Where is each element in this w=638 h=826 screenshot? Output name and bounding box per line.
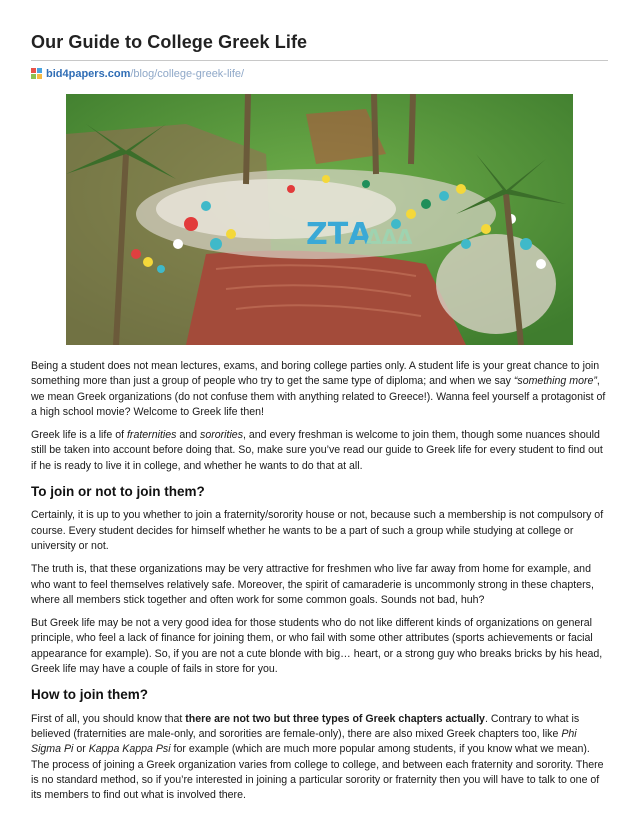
- title-divider: [31, 60, 608, 61]
- source-domain[interactable]: bid4papers.com: [46, 67, 131, 80]
- document: [31, 32, 608, 811]
- balloon-letters: ΖΤΑ: [306, 217, 372, 252]
- favicon-grid-icon: [31, 68, 42, 79]
- section-heading-how-to-join: How to join them?: [31, 687, 148, 703]
- paragraph: But Greek life may be not a very good idea for those students who do not like different kinds of organizations on general principle, who feel a lack of finance for joining them, or who fail with some other attributes (sports achievements or facial appearance for example). So, if you are not a cute blonde with big… heart, or a strong guy who breaks bricks by his head, Greek life may have a couple of fails in store for you.: [31, 617, 603, 676]
- paragraph: Greek life is a life of fraternities and sororities, and every freshman is welcome to join them, though some nuances should still be taken into account before doing that. So, make sure you’ve read our guide to Greek life for every student to find out if he is ready to live it in college, and whether he wants to do that at all.: [31, 429, 603, 472]
- paragraph: Certainly, it is up to you whether to join a fraternity/sorority house or not, because such a membership is not compulsory of course. Every student decides for himself whether he wants to be a part of such a group while studying at college or university or not.: [31, 509, 604, 552]
- source-path[interactable]: /blog/college-greek-life/: [130, 67, 245, 80]
- article-body: [31, 359, 608, 803]
- greek-life-photo: [66, 94, 573, 345]
- paragraph: The truth is, that these organizations may be very attractive for freshmen who live far away from home for example, and who want to feel themselves relatively safe. Moreover, the spirit of camaraderie is uncommonly strong in these chapters, where all members stick together and often work for some common goals. Sounds not bad, huh?: [31, 563, 594, 606]
- paragraph: Being a student does not mean lectures, exams, and boring college parties only. A student life is your great chance to join something more than just a group of people who try to get the same type of diploma; and when we say “something more”, we mean Greek organizations (do not confuse them with anything related to Greece!). Wanna feel yourself a protagonist of a high school movie? Welcome to Greek life then!: [31, 360, 606, 418]
- section-heading-join-or-not: To join or not to join them?: [31, 484, 205, 500]
- source-link[interactable]: [31, 67, 608, 80]
- svg-text:ΔΔΔ: ΔΔΔ: [366, 225, 413, 249]
- page-title: Our Guide to College Greek Life: [31, 32, 308, 52]
- paragraph: First of all, you should know that there are not two but three types of Greek chapters actually. Contrary to what is believed (fraternities are male-only, and sororities are female-only), there are also mixed Greek chapters too, like Phi Sigma Pi or Kappa Kappa Psi for example (which are much more popular among students, if you know what we mean). The process of joining a Greek organization varies from college to college, and between each fraternity and sorority. There is no standard method, so if you’re interested in joining a particular sorority or fraternity then you will have to talk to one of its members to find out what is involved there.: [31, 712, 604, 802]
